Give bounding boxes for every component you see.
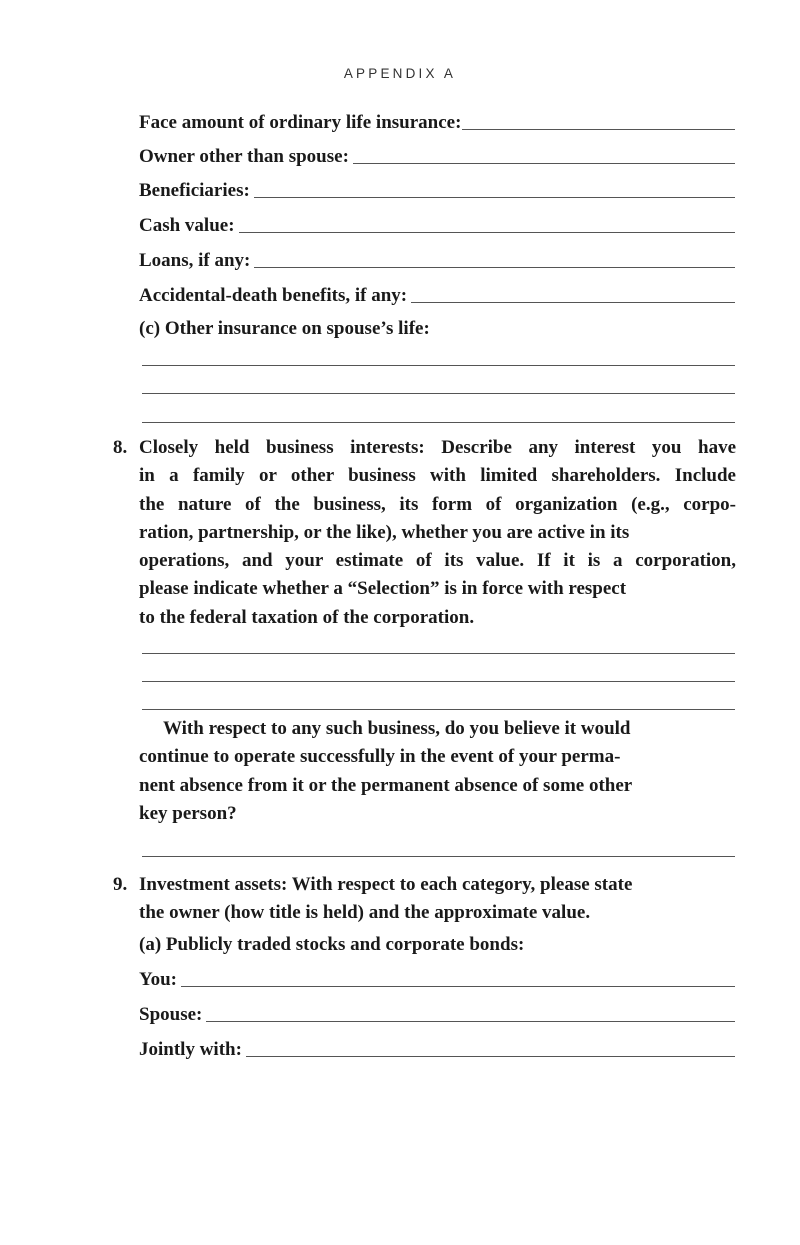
field-face-amount (139, 112, 735, 134)
item-8-line: to the federal taxation of the corporation. (139, 606, 475, 628)
other-insurance-label: (c) Other insurance on spouse’s life: (139, 318, 430, 339)
item-8-line: operations, and your estimate of its value. If it is a corporation, (139, 550, 736, 572)
followup-line: With respect to any such business, do you believe it would (163, 718, 631, 739)
item-9-number: 9. (113, 874, 128, 895)
field-label: Beneficiaries: (139, 180, 250, 201)
item-9-text (139, 871, 739, 928)
field-cash-value (139, 215, 735, 237)
field-jointly-with (139, 1039, 735, 1061)
item-8-number: 8. (113, 437, 128, 458)
item-8-followup-answer-line[interactable] (142, 856, 735, 857)
field-label: Spouse: (139, 1004, 203, 1025)
item-8-line: Closely held business interests: Describe any interest you have (139, 437, 736, 458)
other-insurance-answer-line[interactable] (142, 365, 735, 366)
field-label: Face amount of ordinary life insurance: (139, 112, 462, 133)
item-8-answer-line[interactable] (142, 709, 735, 710)
field-label: Owner other than spouse: (139, 146, 349, 167)
item-9a-label: (a) Publicly traded stocks and corporate bonds: (139, 934, 525, 955)
item-8-followup-text (139, 715, 719, 828)
field-beneficiaries (139, 180, 735, 202)
other-insurance-answer-line[interactable] (142, 422, 735, 423)
field-loans (139, 250, 735, 272)
beneficiaries-input[interactable] (254, 197, 735, 198)
item-8-answer-line[interactable] (142, 653, 735, 654)
followup-line: key person? (139, 802, 237, 824)
accidental-death-input[interactable] (411, 302, 735, 303)
field-label: Cash value: (139, 215, 235, 236)
jointly-with-input[interactable] (246, 1056, 735, 1057)
field-spouse (139, 1004, 735, 1026)
item-9-line: the owner (how title is held) and the approximate value. (139, 902, 591, 924)
field-you (139, 969, 735, 991)
field-owner-other-than-spouse (139, 146, 735, 168)
field-label: Loans, if any: (139, 250, 251, 271)
other-insurance-answer-line[interactable] (142, 393, 735, 394)
field-label: Jointly with: (139, 1039, 242, 1060)
item-8-text (139, 434, 736, 632)
field-label: Accidental-death benefits, if any: (139, 285, 408, 306)
item-8-line: please indicate whether a “Selection” is in force with respect (139, 578, 627, 600)
field-accidental-death (139, 285, 735, 307)
spouse-input[interactable] (206, 1021, 735, 1022)
cash-value-input[interactable] (239, 232, 735, 233)
running-head: APPENDIX A (343, 66, 457, 81)
field-label: You: (139, 969, 178, 990)
owner-input[interactable] (353, 163, 735, 164)
item-8-answer-line[interactable] (142, 681, 735, 682)
followup-line: nent absence from it or the permanent absence of some other (139, 774, 633, 796)
item-8-line: in a family or other business with limited shareholders. Include (139, 465, 736, 487)
face-amount-input[interactable] (462, 129, 735, 130)
loans-input[interactable] (254, 267, 735, 268)
item-8-line: the nature of the business, its form of organization (e.g., corpo- (139, 493, 736, 515)
followup-line: continue to operate successfully in the event of your perma- (139, 746, 621, 768)
item-8-line: ration, partnership, or the like), whether you are active in its (139, 521, 630, 543)
item-9-line: Investment assets: With respect to each category, please state (139, 874, 633, 895)
you-input[interactable] (181, 986, 735, 987)
